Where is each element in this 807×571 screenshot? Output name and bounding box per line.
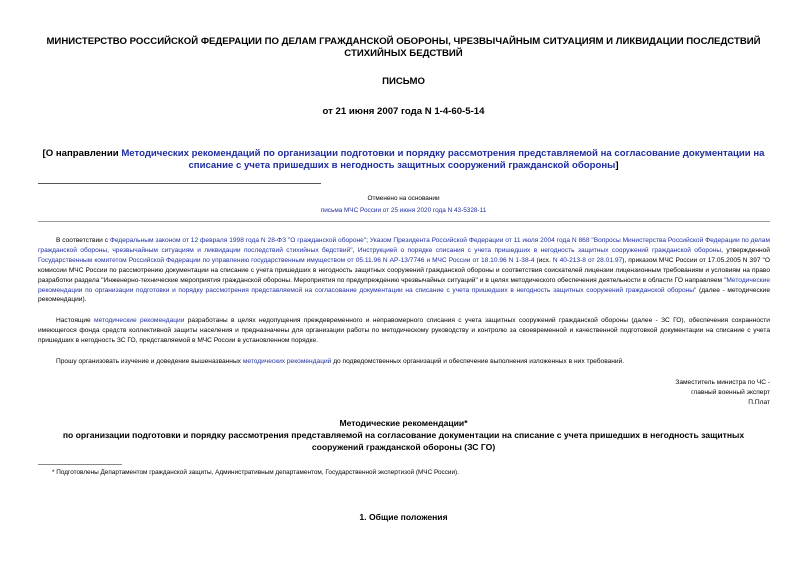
p2-text-2: разработаны в целях недопущения преждевременного и неправомерного списания с учета защитных сооружений гражданской обороны (далее - ЗС ГО), обеспечения сохранности имеющегося фонда средств коллективной защиты населения и предназначены для организации работы по методическому руководству и контролю за своевременной и качественной подготовкой документации на списание с учета пришедших в негодность ЗС ГО, представляемой в МЧС России в установленном порядке.	[38, 317, 770, 344]
p1-link-outgoing[interactable]: N 40-213-8 от 28.01.97	[552, 256, 623, 264]
cancel-link[interactable]: письма МЧС России от 25 июня 2020 года N 43-5328-11	[320, 207, 487, 214]
footnote-divider	[38, 464, 122, 465]
p1-link-committee[interactable]: Государственным комитетом Российской Федерации по управлению государственным имуществом от 05.11.96 N АР-13/7746 и МЧС России от 18.10.96 N 1-38-4	[38, 256, 535, 264]
paragraph-3	[38, 357, 770, 367]
subject-link[interactable]: Методических рекомендаций по организации подготовки и порядку рассмотрения представляемой на согласование документации на списание с учета пришедших в негодность защитных сооружений гражданской обороны	[121, 148, 765, 171]
cancel-note: Отменено на основании	[367, 195, 440, 202]
divider-full	[38, 221, 770, 222]
p3-link-recommendations[interactable]: методических рекомендаций	[242, 358, 332, 365]
p1-text-5: (исх.	[534, 256, 553, 264]
p2-text-1: Настоящие	[56, 317, 95, 324]
doc-type: ПИСЬМО	[382, 76, 425, 87]
section-heading: 1. Общие положения	[359, 512, 448, 522]
recommendations-subtitle: по организации подготовки и порядку рассмотрения представляемой на согласование документации на списание с учета пришедших в негодность защитных сооружений гражданской обороны (ЗС ГО)	[62, 430, 745, 452]
signature-block	[470, 378, 770, 408]
p1-text-4: , утвержденной	[721, 246, 770, 254]
p1-text-2: ;	[366, 237, 370, 244]
paragraph-2	[38, 316, 770, 346]
p3-text-1: Прошу организовать изучение и доведение вышеназванных	[56, 358, 243, 365]
recommendations-title: Методические рекомендации*	[339, 418, 468, 428]
signature-title: главный военный эксперт	[691, 388, 770, 396]
p1-text-6: ), приказом МЧС России от 17.05.2005 N 397 "О комиссии МЧС России по рассмотрению документации на списание с учета пришедших в негодность защитных сооружений гражданской обороны и соответствия соискателей лицензии лицензионным требованиям и условиям на право разработки раздела "Инженерно-технические мероприятия гражданской обороны. Мероприятия по предупреждению чрезвычайных ситуаций" и в целях методического обеспечения деятельности в области ГО направляем	[38, 256, 770, 284]
signature-position: Заместитель министра по ЧС -	[675, 379, 770, 386]
p2-link-recommendations[interactable]: методические рекомендации	[94, 317, 185, 324]
subject-open: [О направлении	[42, 148, 122, 159]
p1-link-federal-law[interactable]: Федеральным законом от 12 февраля 1998 года N 28-ФЗ "О гражданской обороне"	[109, 237, 367, 244]
p1-text-3: ,	[352, 246, 358, 254]
p1-link-decree[interactable]: Указом Президента Российской Федерации от 11 июля 2004 года N 868 "Вопросы Министерства Российской Федерации по делам гражданской обороны, чрезвычайным ситуациям и ликвидации последствий стихийных бедствий"	[38, 237, 770, 254]
doc-date-number: от 21 июня 2007 года N 1-4-60-5-14	[322, 106, 485, 117]
divider-short	[38, 183, 321, 184]
p1-link-recommendations[interactable]: "Методические рекомендации по организации подготовки и порядку рассмотрения представляемой на согласование документации на списание с учета пришедших в негодность защитных сооружений гражданской обороны"	[38, 276, 770, 294]
paragraph-1	[38, 236, 770, 305]
subject-close: ]	[615, 160, 619, 171]
doc-subject	[30, 148, 777, 172]
p1-link-instruction[interactable]: Инструкцией о порядке списания с учета пришедших в негодность защитных сооружений гражданской обороны	[357, 246, 722, 254]
p1-text-1: В соответствии с	[56, 237, 110, 244]
p3-text-2: до подведомственных организаций и обеспечение выполнения изложенных в них требований.	[331, 358, 625, 365]
footnote: * Подготовлены Департаментом гражданской защиты, Административным департаментом, Государственной экспертизой (МЧС России).	[52, 469, 459, 476]
p1-text-7: (далее - методические рекомендации).	[38, 286, 770, 304]
signature-name: П.Плат	[748, 398, 770, 406]
ministry-heading: МИНИСТЕРСТВО РОССИЙСКОЙ ФЕДЕРАЦИИ ПО ДЕЛАМ ГРАЖДАНСКОЙ ОБОРОНЫ, ЧРЕЗВЫЧАЙНЫМ СИТУАЦИЯМ И ЛИКВИДАЦИИ ПОСЛЕДСТВИЙ СТИХИЙНЫХ БЕДСТВИЙ	[46, 36, 761, 59]
